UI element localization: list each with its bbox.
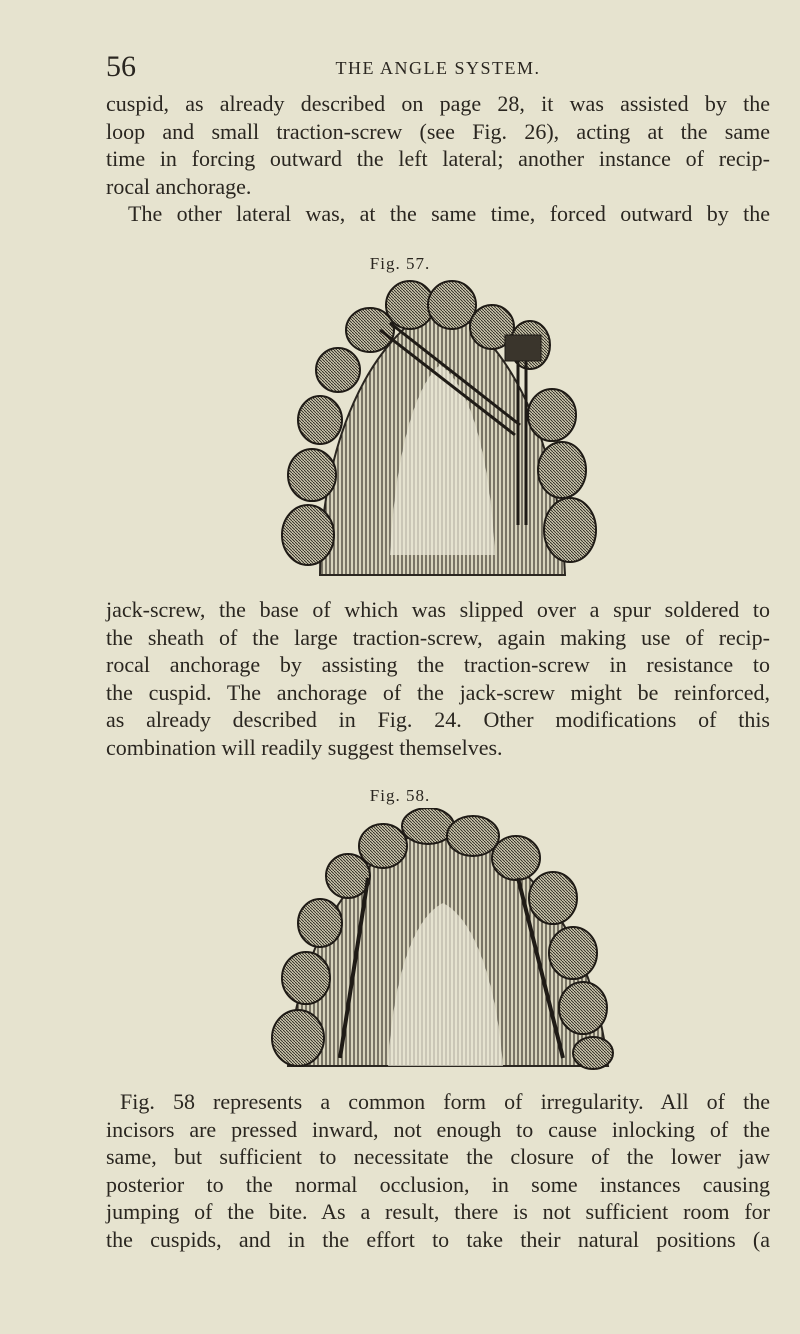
figure-58-caption: Fig. 58. xyxy=(369,786,431,805)
figure-58-illustration xyxy=(268,808,623,1070)
text-line: same, but sufficient to necessitate the closure of the lower jaw xyxy=(106,1144,770,1169)
text-line: posterior to the normal occlusion, in some instances causing xyxy=(106,1171,770,1197)
paragraph-1 xyxy=(106,90,770,228)
paragraph-2 xyxy=(106,596,770,761)
text-line: jack-screw, the base of which was slipped over a spur soldered to xyxy=(106,597,770,622)
running-head: THE ANGLE SYSTEM. xyxy=(335,58,541,78)
text-line: Fig. 58 represents a common form of irregularity. All of the xyxy=(120,1089,770,1114)
text-line: time in forcing outward the left lateral; another instance of recip- xyxy=(106,146,770,171)
text-line: combination will readily suggest themselves. xyxy=(106,734,503,760)
text-line: jumping of the bite. As a result, there is not sufficient room for xyxy=(106,1199,770,1224)
text-line: rocal anchorage. xyxy=(106,173,252,199)
text-line: cuspid, as already described on page 28, it was assisted by the xyxy=(106,91,770,116)
text-line: the cuspid. The anchorage of the jack-screw might be reinforced, xyxy=(106,679,770,705)
figure-57-caption: Fig. 57. xyxy=(369,254,431,273)
text-line: the cuspids, and in the effort to take their natural positions (a xyxy=(106,1226,770,1252)
page-number: 56 xyxy=(106,50,136,83)
paragraph-3 xyxy=(106,1088,770,1253)
text-line: incisors are pressed inward, not enough to cause inlocking of the xyxy=(106,1116,770,1142)
figure-57-illustration xyxy=(280,275,600,580)
text-line: rocal anchorage by assisting the traction-screw in resistance to xyxy=(106,652,770,677)
text-line: the sheath of the large traction-screw, again making use of recip- xyxy=(106,624,770,650)
page-header xyxy=(106,50,770,84)
text-line: as already described in Fig. 24. Other modifications of this xyxy=(106,707,770,732)
text-line: loop and small traction-screw (see Fig. 26), acting at the same xyxy=(106,118,770,144)
text-line: The other lateral was, at the same time, forced outward by the xyxy=(128,201,770,226)
